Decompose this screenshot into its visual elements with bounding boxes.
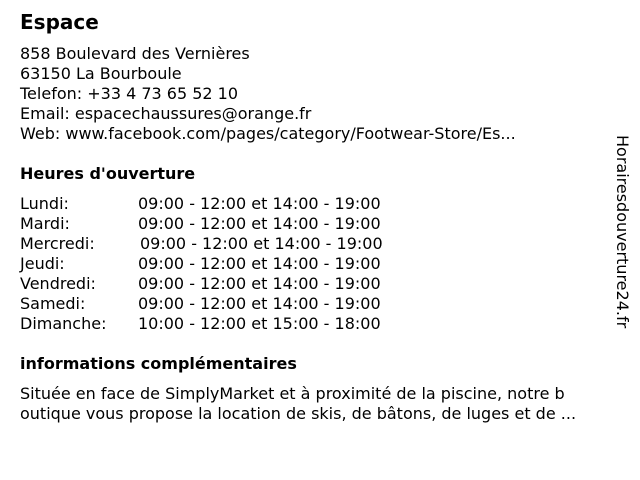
day-label: Dimanche:	[20, 314, 107, 333]
phone-line: Telefon: +33 4 73 65 52 10	[20, 84, 239, 103]
hours-value: 09:00 - 12:00 et 14:00 - 19:00	[138, 214, 381, 233]
info-text-line: Située en face de SimplyMarket et à proximité de la piscine, notre b	[20, 384, 565, 403]
additional-info-heading: informations complémentaires	[20, 354, 297, 373]
hours-value: 09:00 - 12:00 et 14:00 - 19:00	[138, 254, 381, 273]
hours-value: 09:00 - 12:00 et 14:00 - 19:00	[140, 234, 383, 253]
day-label: Samedi:	[20, 294, 86, 313]
day-label: Vendredi:	[20, 274, 96, 293]
hours-row-thursday	[20, 254, 440, 274]
hours-row-wednesday	[20, 234, 440, 254]
hours-value: 09:00 - 12:00 et 14:00 - 19:00	[138, 194, 381, 213]
business-name: Espace	[20, 10, 99, 34]
day-label: Jeudi:	[20, 254, 65, 273]
hours-row-saturday	[20, 294, 440, 314]
address-street: 858 Boulevard des Vernières	[20, 44, 250, 63]
hours-row-tuesday	[20, 214, 440, 234]
hours-row-friday	[20, 274, 440, 294]
day-label: Lundi:	[20, 194, 69, 213]
opening-hours-heading: Heures d'ouverture	[20, 164, 196, 183]
web-line: Web: www.facebook.com/pages/category/Footwear-Store/Es...	[20, 124, 516, 143]
address-city: 63150 La Bourboule	[20, 64, 182, 83]
hours-row-monday	[20, 194, 440, 214]
hours-value: 10:00 - 12:00 et 15:00 - 18:00	[138, 314, 381, 333]
hours-value: 09:00 - 12:00 et 14:00 - 19:00	[138, 274, 381, 293]
info-text-line: outique vous propose la location de skis, de bâtons, de luges et de ...	[20, 404, 577, 423]
watermark-text: Horairesdouverture24.fr	[613, 135, 632, 329]
hours-value: 09:00 - 12:00 et 14:00 - 19:00	[138, 294, 381, 313]
day-label: Mardi:	[20, 214, 70, 233]
email-line: Email: espacechaussures@orange.fr	[20, 104, 312, 123]
day-label: Mercredi:	[20, 234, 95, 253]
hours-row-sunday	[20, 314, 440, 334]
